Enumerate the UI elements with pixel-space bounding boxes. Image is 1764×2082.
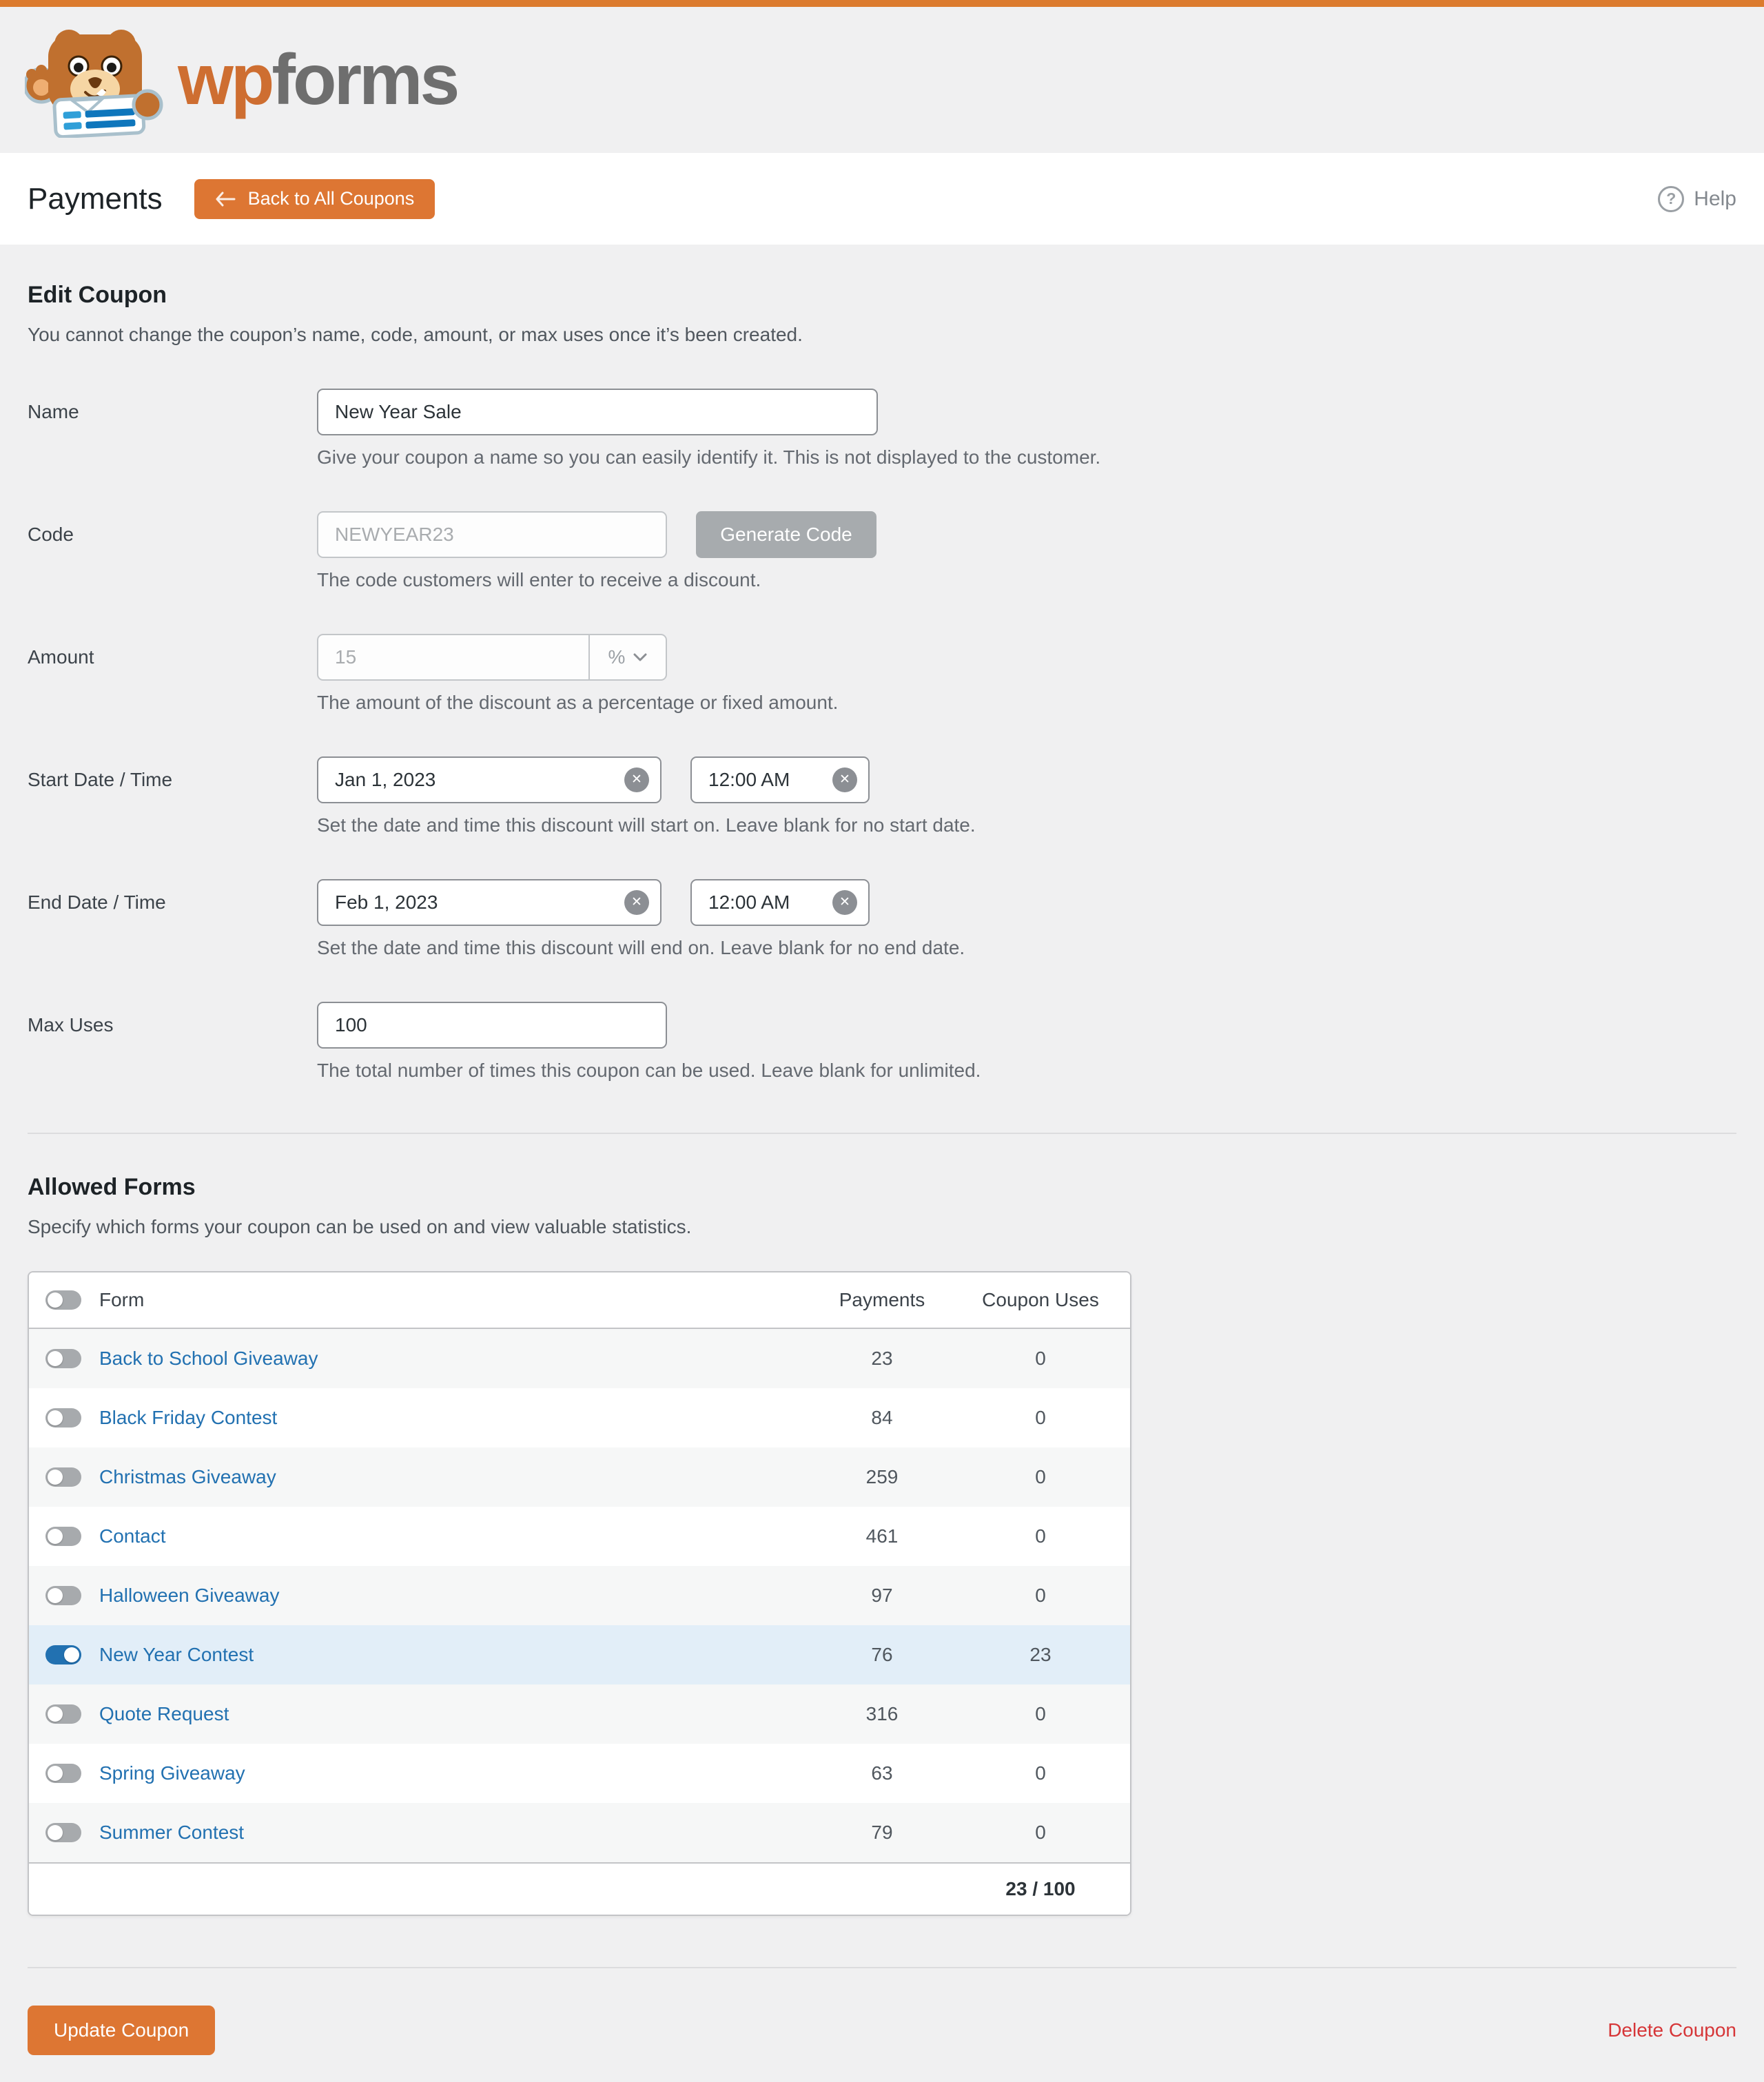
coupon-uses-value: 0 [1035, 1762, 1046, 1784]
amount-input [318, 635, 588, 679]
back-to-all-coupons-button[interactable] [194, 179, 435, 219]
form-toggle[interactable] [45, 1586, 81, 1605]
page-toolbar [0, 153, 1764, 245]
table-footer-row [29, 1862, 1130, 1915]
start-date-wrap [317, 756, 662, 803]
form-toggle[interactable] [45, 1764, 81, 1783]
toggle-knob [48, 1766, 63, 1781]
end-help-text: Set the date and time this discount will end on. Leave blank for no end date. [317, 937, 965, 958]
amount-field-row [28, 634, 1736, 714]
form-link[interactable]: Quote Request [99, 1703, 229, 1724]
toggle-knob [48, 1410, 63, 1425]
coupon-uses-value: 0 [1035, 1407, 1046, 1428]
wpforms-bear-icon [25, 22, 168, 138]
start-time-wrap [690, 756, 870, 803]
clear-end-time-icon[interactable]: ✕ [832, 890, 857, 915]
table-body [29, 1329, 1130, 1862]
form-toggle[interactable] [45, 1408, 81, 1427]
form-link[interactable]: Back to School Giveaway [99, 1348, 318, 1369]
chevron-down-icon [633, 653, 647, 661]
form-toggle[interactable] [45, 1349, 81, 1368]
allowed-forms-description: Specify which forms your coupon can be used on and view valuable statistics. [28, 1216, 692, 1237]
name-help-text: Give your coupon a name so you can easily identify it. This is not displayed to the customer. [317, 446, 1101, 468]
table-row [29, 1566, 1130, 1625]
payments-value: 76 [871, 1644, 893, 1665]
footer-divider [28, 1967, 1736, 1968]
amount-unit-select [588, 635, 666, 679]
max-uses-input[interactable] [317, 1002, 667, 1049]
table-row [29, 1744, 1130, 1803]
form-link[interactable]: Christmas Giveaway [99, 1466, 276, 1487]
coupon-uses-value: 23 [1029, 1644, 1052, 1665]
form-toggle[interactable] [45, 1823, 81, 1842]
toggle-knob [48, 1529, 63, 1544]
toggle-all-forms[interactable] [45, 1290, 81, 1310]
code-input [317, 511, 667, 558]
payments-column-header: Payments [839, 1289, 925, 1310]
end-time-wrap [690, 879, 870, 926]
form-column-header: Form [99, 1289, 145, 1310]
max-uses-help-text: The total number of times this coupon can be used. Leave blank for unlimited. [317, 1060, 981, 1081]
payments-value: 23 [871, 1348, 893, 1369]
help-link[interactable] [1658, 186, 1736, 212]
coupon-uses-total: 23 / 100 [1005, 1878, 1076, 1899]
update-coupon-button[interactable]: Update Coupon [28, 2006, 215, 2055]
end-label: End Date / Time [28, 891, 166, 913]
help-label: Help [1694, 187, 1736, 210]
delete-coupon-link[interactable]: Delete Coupon [1608, 2019, 1736, 2041]
coupon-form [28, 389, 1736, 1082]
coupon-uses-value: 0 [1035, 1525, 1046, 1547]
payments-value: 461 [865, 1525, 899, 1547]
form-link[interactable]: Summer Contest [99, 1822, 245, 1843]
table-row [29, 1507, 1130, 1566]
wpforms-logo [178, 40, 458, 120]
toggle-knob [48, 1707, 63, 1722]
main-content [0, 245, 1764, 2055]
start-field-row [28, 756, 1736, 836]
coupon-uses-value: 0 [1035, 1348, 1046, 1369]
payments-value: 84 [871, 1407, 893, 1428]
toggle-knob [64, 1647, 79, 1662]
code-help-text: The code customers will enter to receive a discount. [317, 569, 761, 590]
edit-coupon-description: You cannot change the coupon’s name, code, amount, or max uses once it’s been created. [28, 324, 803, 345]
form-link[interactable]: New Year Contest [99, 1644, 254, 1665]
form-link[interactable]: Black Friday Contest [99, 1407, 278, 1428]
name-input[interactable] [317, 389, 878, 435]
code-field-row [28, 511, 1736, 591]
edit-coupon-title: Edit Coupon [28, 282, 167, 308]
top-accent-bar [0, 0, 1764, 7]
name-label: Name [28, 401, 79, 422]
payments-value: 79 [871, 1822, 893, 1843]
start-help-text: Set the date and time this discount will start on. Leave blank for no start date. [317, 814, 976, 836]
footer-actions [28, 2006, 1736, 2055]
code-label: Code [28, 524, 74, 545]
generate-code-button: Generate Code [696, 511, 876, 558]
form-link[interactable]: Halloween Giveaway [99, 1585, 280, 1606]
amount-unit-value: % [608, 646, 626, 668]
form-link[interactable]: Spring Giveaway [99, 1762, 245, 1784]
toggle-knob [48, 1470, 63, 1485]
payments-value: 259 [865, 1466, 899, 1487]
form-link[interactable]: Contact [99, 1525, 166, 1547]
table-row [29, 1684, 1130, 1744]
amount-help-text: The amount of the discount as a percentage or fixed amount. [317, 692, 839, 713]
table-header-row [29, 1272, 1130, 1329]
amount-input-group [317, 634, 667, 681]
start-label: Start Date / Time [28, 769, 173, 790]
form-toggle[interactable] [45, 1467, 81, 1487]
coupon-uses-value: 0 [1035, 1585, 1046, 1606]
table-row [29, 1803, 1130, 1862]
payments-value: 97 [871, 1585, 893, 1606]
payments-value: 316 [865, 1703, 899, 1724]
max-uses-label: Max Uses [28, 1014, 114, 1035]
toggle-knob [48, 1588, 63, 1603]
end-field-row [28, 879, 1736, 959]
back-button-label: Back to All Coupons [247, 188, 415, 209]
help-icon: ? [1658, 186, 1684, 212]
coupon-uses-value: 0 [1035, 1703, 1046, 1724]
payments-value: 63 [871, 1762, 893, 1784]
coupon-uses-value: 0 [1035, 1466, 1046, 1487]
end-date-input[interactable] [317, 879, 662, 926]
form-toggle[interactable] [45, 1645, 81, 1664]
back-arrow-icon [215, 192, 236, 207]
end-date-wrap [317, 879, 662, 926]
masthead [0, 7, 1764, 153]
toggle-knob [48, 1351, 63, 1366]
toggle-knob [48, 1825, 63, 1840]
max-uses-field-row [28, 1002, 1736, 1082]
form-toggle[interactable] [45, 1527, 81, 1546]
allowed-forms-title: Allowed Forms [28, 1174, 196, 1200]
table-row [29, 1388, 1130, 1447]
clear-start-time-icon[interactable]: ✕ [832, 767, 857, 792]
table-row [29, 1329, 1130, 1388]
toggle-knob [48, 1292, 63, 1308]
name-field-row [28, 389, 1736, 468]
form-toggle[interactable] [45, 1704, 81, 1724]
table-row [29, 1447, 1130, 1507]
table-row [29, 1625, 1130, 1684]
clear-end-date-icon[interactable]: ✕ [624, 890, 649, 915]
logo-forms-text: forms [271, 40, 458, 120]
amount-label: Amount [28, 646, 94, 668]
clear-start-date-icon[interactable]: ✕ [624, 767, 649, 792]
allowed-forms-table [28, 1271, 1131, 1916]
coupon-uses-column-header: Coupon Uses [982, 1289, 1099, 1310]
logo-wp-text: wp [178, 40, 272, 120]
page-title: Payments [28, 181, 163, 216]
start-date-input[interactable] [317, 756, 662, 803]
coupon-uses-value: 0 [1035, 1822, 1046, 1843]
